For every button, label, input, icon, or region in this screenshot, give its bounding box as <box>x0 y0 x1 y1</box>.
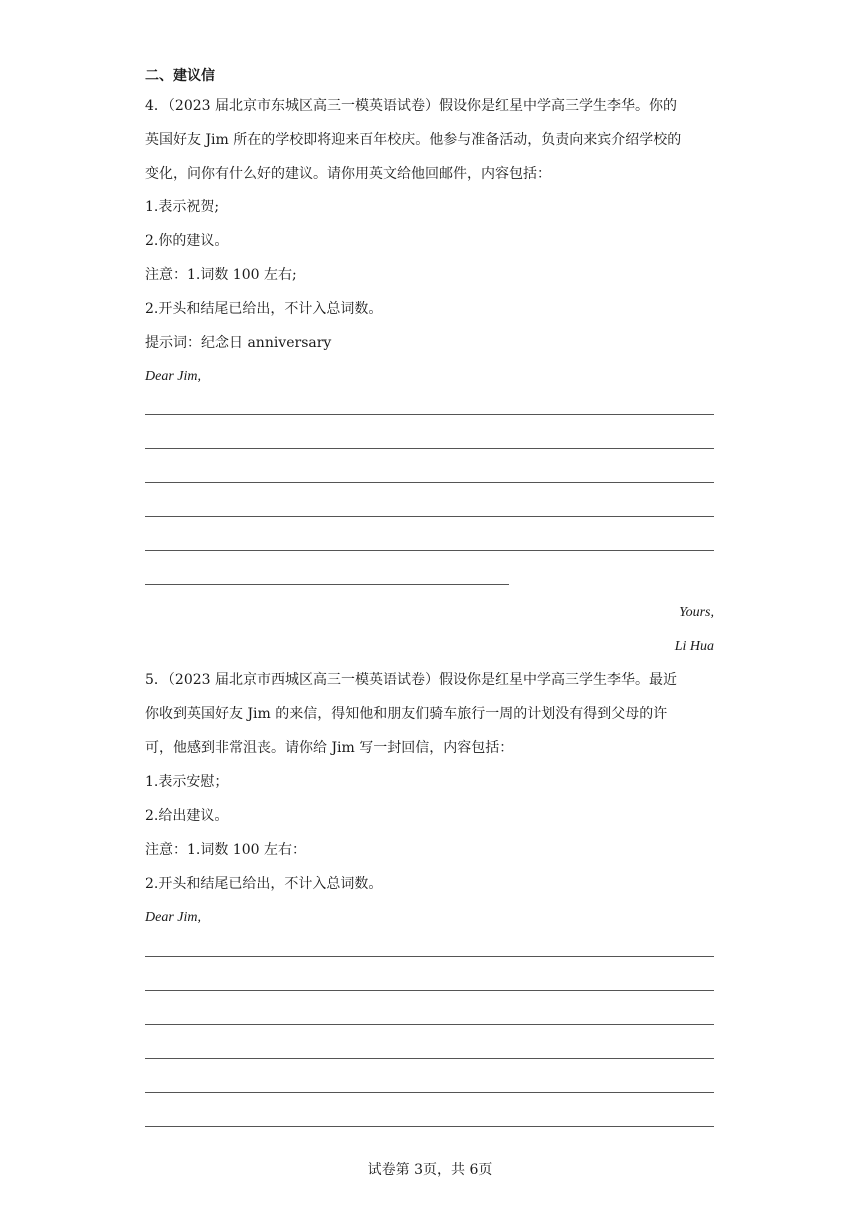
answer-line[interactable] <box>145 550 714 551</box>
q5-line: 1.表示安慰； <box>145 774 229 790</box>
q4-signature: Li Hua <box>674 639 714 654</box>
q5-line: 2.给出建议。 <box>145 808 229 824</box>
q5-salutation: Dear Jim, <box>145 910 201 925</box>
q5-line: 注意：1.词数 100 左右： <box>145 842 306 858</box>
q4-line: 变化，问你有什么好的建议。请你用英文给他回邮件，内容包括： <box>145 166 551 182</box>
page-footer: 试卷第 3页，共 6页 <box>367 1162 493 1178</box>
answer-line[interactable] <box>145 1092 714 1093</box>
q4-line: 4．（2023 届北京市东城区高三一模英语试卷）假设你是红星中学高三学生李华。你的 <box>145 98 677 114</box>
answer-line[interactable] <box>145 414 714 415</box>
answer-line[interactable] <box>145 1126 714 1127</box>
answer-line[interactable] <box>145 956 714 957</box>
q5-line: 你收到英国好友 Jim 的来信，得知他和朋友们骑车旅行一周的计划没有得到父母的许 <box>145 706 668 722</box>
answer-line[interactable] <box>145 516 714 517</box>
answer-line[interactable] <box>145 1058 714 1059</box>
q4-line: 英国好友 Jim 所在的学校即将迎来百年校庆。他参与准备活动，负责向来宾介绍学校的 <box>145 132 682 148</box>
q5-line: 5．（2023 届北京市西城区高三一模英语试卷）假设你是红星中学高三学生李华。最近 <box>145 672 677 688</box>
section-title: 二、建议信 <box>145 68 215 84</box>
q5-line: 可，他感到非常沮丧。请你给 Jim 写一封回信，内容包括： <box>145 740 514 756</box>
q4-line: 注意：1.词数 100 左右; <box>145 267 297 283</box>
q4-closing: Yours, <box>679 605 714 620</box>
q5-line: 2.开头和结尾已给出，不计入总词数。 <box>145 876 383 892</box>
answer-line[interactable] <box>145 990 714 991</box>
q4-line: 2.你的建议。 <box>145 233 229 249</box>
answer-line[interactable] <box>145 1024 714 1025</box>
q4-line: 提示词：纪念日 anniversary <box>145 335 332 351</box>
answer-line[interactable] <box>145 584 509 585</box>
answer-line[interactable] <box>145 482 714 483</box>
q4-salutation: Dear Jim, <box>145 369 201 384</box>
q4-line: 1.表示祝贺; <box>145 199 220 215</box>
answer-line[interactable] <box>145 448 714 449</box>
q4-line: 2.开头和结尾已给出，不计入总词数。 <box>145 301 383 317</box>
